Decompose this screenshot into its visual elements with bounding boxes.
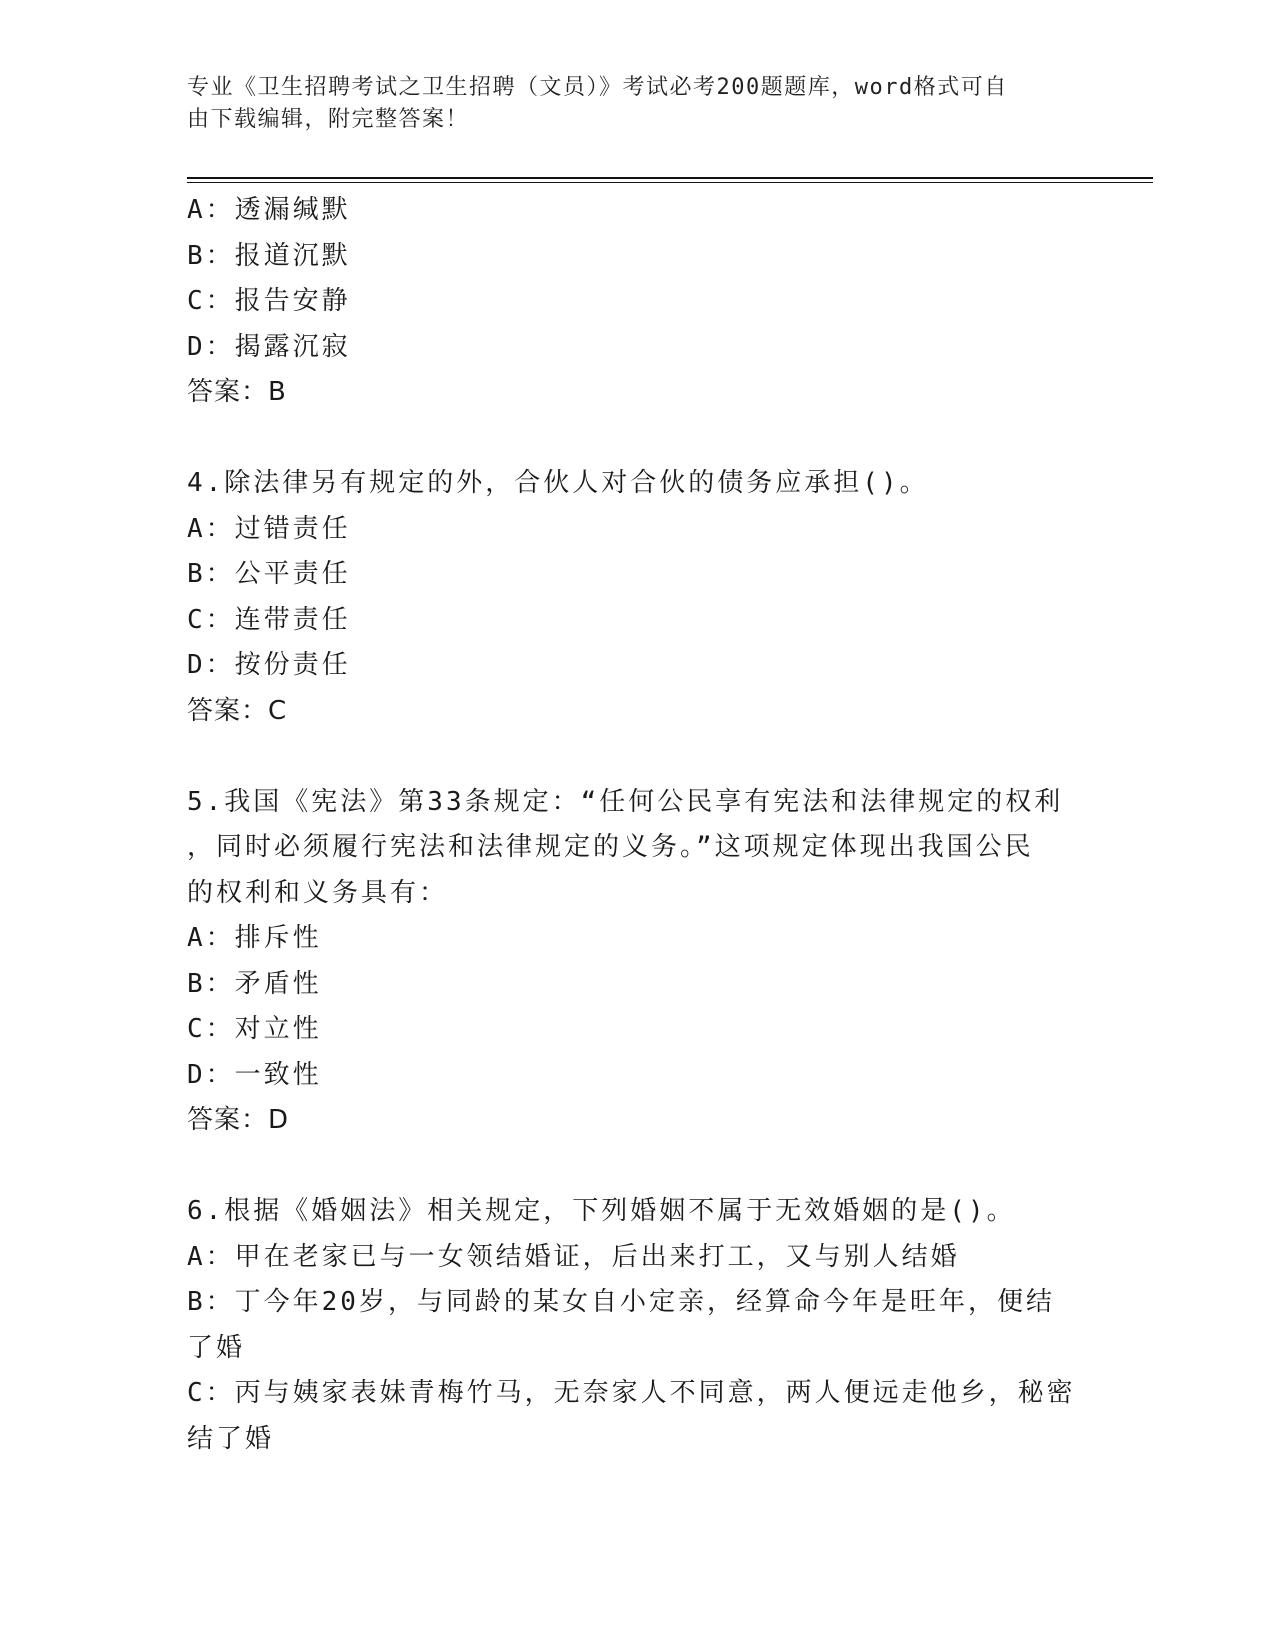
option-c: C：报告安静 [187,286,351,316]
option-b-line-2: 了婚 [187,1332,246,1363]
option-b: B：报道沉默 [187,240,351,271]
option-a: A：透漏缄默 [187,195,351,225]
option-a: A：过错责任 [187,513,351,544]
question-stem: 4.除法律另有规定的外，合伙人对合伙的债务应承担()。 [187,468,929,498]
header-divider-thick [187,177,1153,179]
question-stem-line-1: 5.我国《宪法》第33条规定：“任何公民享有宪法和法律规定的权利 [187,786,1064,817]
question-stem-line-2: ，同时必须履行宪法和法律规定的义务。”这项规定体现出我国公民 [187,832,1034,862]
header-line-2: 由下载编辑，附完整答案！ [187,107,470,132]
answer-line: 答案：D [187,1105,290,1135]
question-4-block [187,461,1087,734]
spacer [187,1144,1087,1190]
option-a: A：甲在老家已与一女领结婚证，后出来打工，又与别人结婚 [187,1241,960,1272]
option-b: B：矛盾性 [187,968,322,999]
spacer [187,734,1087,780]
question-stem-line-3: 的权利和义务具有： [187,877,449,908]
header-line-1: 专业《卫生招聘考试之卫生招聘（文员）》考试必考200题题库，word格式可自 [187,75,1008,100]
answer-line: 答案：B [187,377,287,407]
answer-line: 答案：C [187,695,288,726]
option-d: D：揭露沉寂 [187,331,351,362]
question-5-block [187,780,1087,1144]
header-divider-thin [187,182,1153,183]
option-d: D：按份责任 [187,650,351,680]
question-stem: 6.根据《婚姻法》相关规定，下列婚姻不属于无效婚姻的是()。 [187,1196,1016,1226]
option-c: C：对立性 [187,1014,322,1044]
document-header [187,72,1067,136]
question-6-block [187,1189,1087,1462]
document-body [187,188,1087,1462]
option-a: A：排斥性 [187,923,322,953]
option-c-line-2: 结了婚 [187,1423,275,1454]
spacer [187,416,1087,462]
option-c-line-1: C：丙与姨家表妹青梅竹马，无奈家人不同意，两人便远走他乡，秘密 [187,1378,1076,1408]
option-b: B：公平责任 [187,559,351,589]
question-3-block [187,188,1087,416]
option-d: D：一致性 [187,1059,322,1090]
option-c: C：连带责任 [187,604,351,635]
option-b-line-1: B：丁今年20岁，与同龄的某女自小定亲，经算命今年是旺年，便结 [187,1287,1055,1317]
